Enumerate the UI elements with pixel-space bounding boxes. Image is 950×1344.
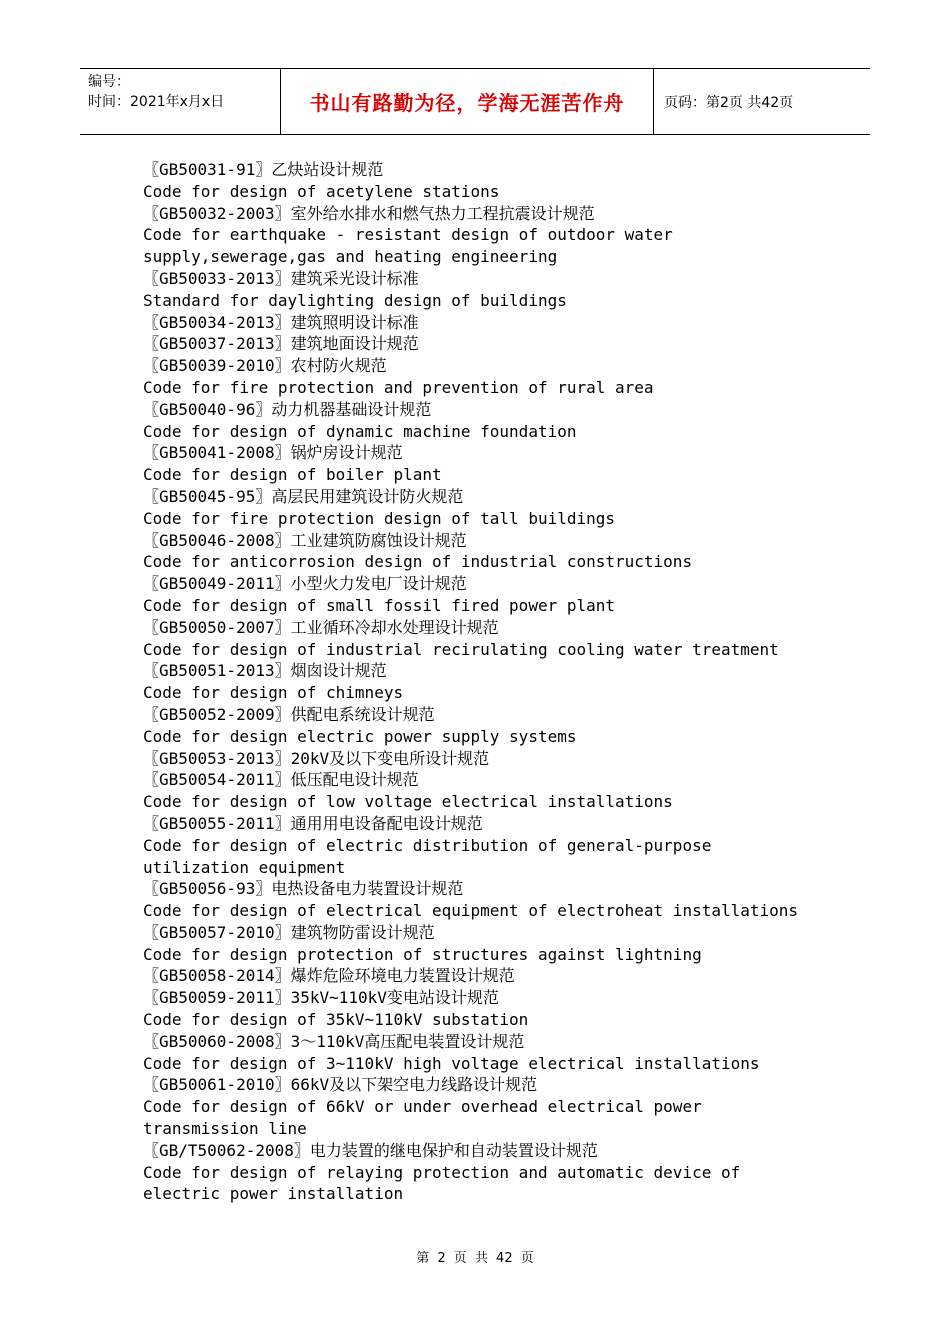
header-motto: 书山有路勤为径，学海无涯苦作舟 <box>281 69 654 134</box>
text-line: Code for design of acetylene stations <box>143 181 500 201</box>
document-number-label: 编号： <box>88 74 130 90</box>
text-line: 〖GB50061-2010〗66kV及以下架空电力线路设计规范 <box>143 1075 538 1095</box>
page-footer: 第 2 页 共 42 页 <box>416 1251 534 1266</box>
text-line: 〖GB50058-2014〗爆炸危险环境电力装置设计规范 <box>143 966 515 986</box>
text-line: Code for design electric power supply systems <box>143 726 577 746</box>
text-line: transmission line <box>143 1119 307 1139</box>
standards-list <box>143 159 843 1205</box>
text-line: 〖GB50054-2011〗低压配电设计规范 <box>143 770 419 790</box>
text-line: Code for design of relaying protection and automatic device of <box>143 1162 741 1182</box>
text-line: 〖GB50046-2008〗工业建筑防腐蚀设计规范 <box>143 530 467 550</box>
text-line: Code for design of boiler plant <box>143 465 442 485</box>
text-line: 〖GB50037-2013〗建筑地面设计规范 <box>143 334 419 354</box>
text-line: Code for design of industrial recirulating cooling water treatment <box>143 639 779 659</box>
text-line: 〖GB/T50062-2008〗电力装置的继电保护和自动装置设计规范 <box>143 1140 598 1160</box>
text-line: 〖GB50060-2008〗3～110kV高压配电装置设计规范 <box>143 1031 525 1051</box>
text-line: 〖GB50056-93〗电热设备电力装置设计规范 <box>143 879 464 899</box>
text-line: 〖GB50032-2003〗室外给水排水和燃气热力工程抗震设计规范 <box>143 203 595 223</box>
header-meta <box>80 69 281 134</box>
text-line: 〖GB50034-2013〗建筑照明设计标准 <box>143 312 419 332</box>
text-line: 〖GB50039-2010〗农村防火规范 <box>143 356 387 376</box>
text-line: Code for design of small fossil fired power plant <box>143 595 616 615</box>
text-line: 〖GB50049-2011〗小型火力发电厂设计规范 <box>143 574 467 594</box>
text-line: Code for fire protection design of tall buildings <box>143 508 616 528</box>
text-line: 〖GB50031-91〗乙炔站设计规范 <box>143 160 384 179</box>
text-line: 〖GB50053-2013〗20kV及以下变电所设计规范 <box>143 748 490 768</box>
text-line: Code for design of low voltage electrical installations <box>143 792 673 812</box>
text-line: 〖GB50041-2008〗锅炉房设计规范 <box>143 443 403 463</box>
text-line: 〖GB50051-2013〗烟囱设计规范 <box>143 661 387 681</box>
text-line: Code for earthquake - resistant design of outdoor water <box>143 225 673 245</box>
text-line: 〖GB50055-2011〗通用用电设备配电设计规范 <box>143 813 483 833</box>
text-line: Code for design of electrical equipment of electroheat installations <box>143 901 799 921</box>
text-line: 〖GB50057-2010〗建筑物防雷设计规范 <box>143 922 435 942</box>
text-line: Code for design of 35kV~110kV substation <box>143 1010 529 1030</box>
text-line: Standard for daylighting design of buildings <box>143 290 567 310</box>
header-page-info: 页码：第2页 共42页 <box>664 94 794 111</box>
text-line: utilization equipment <box>143 857 346 877</box>
text-line: Code for design protection of structures against lightning <box>143 944 702 964</box>
text-line: electric power installation <box>143 1184 404 1204</box>
text-line: Code for design of 66kV or under overhead electrical power <box>143 1097 702 1117</box>
text-line: 〖GB50033-2013〗建筑采光设计标准 <box>143 268 419 288</box>
text-line: 〖GB50050-2007〗工业循环冷却水处理设计规范 <box>143 617 499 637</box>
text-line: Code for design of dynamic machine foundation <box>143 421 577 441</box>
text-line: 〖GB50052-2009〗供配电系统设计规范 <box>143 704 435 724</box>
text-line: Code for design of chimneys <box>143 683 404 703</box>
document-time-label: 时间：2021年x月x日 <box>88 94 225 110</box>
text-line: supply,sewerage,gas and heating engineering <box>143 247 558 267</box>
page-header <box>80 68 870 135</box>
text-line: 〖GB50040-96〗动力机器基础设计规范 <box>143 399 432 419</box>
text-line: Code for design of electric distribution of general-purpose <box>143 835 712 855</box>
text-line: 〖GB50045-95〗高层民用建筑设计防火规范 <box>143 486 464 506</box>
text-line: Code for anticorrosion design of industrial constructions <box>143 552 693 572</box>
text-line: 〖GB50059-2011〗35kV~110kV变电站设计规范 <box>143 988 499 1008</box>
text-line: Code for fire protection and prevention of rural area <box>143 377 654 397</box>
text-line: Code for design of 3~110kV high voltage electrical installations <box>143 1053 760 1073</box>
